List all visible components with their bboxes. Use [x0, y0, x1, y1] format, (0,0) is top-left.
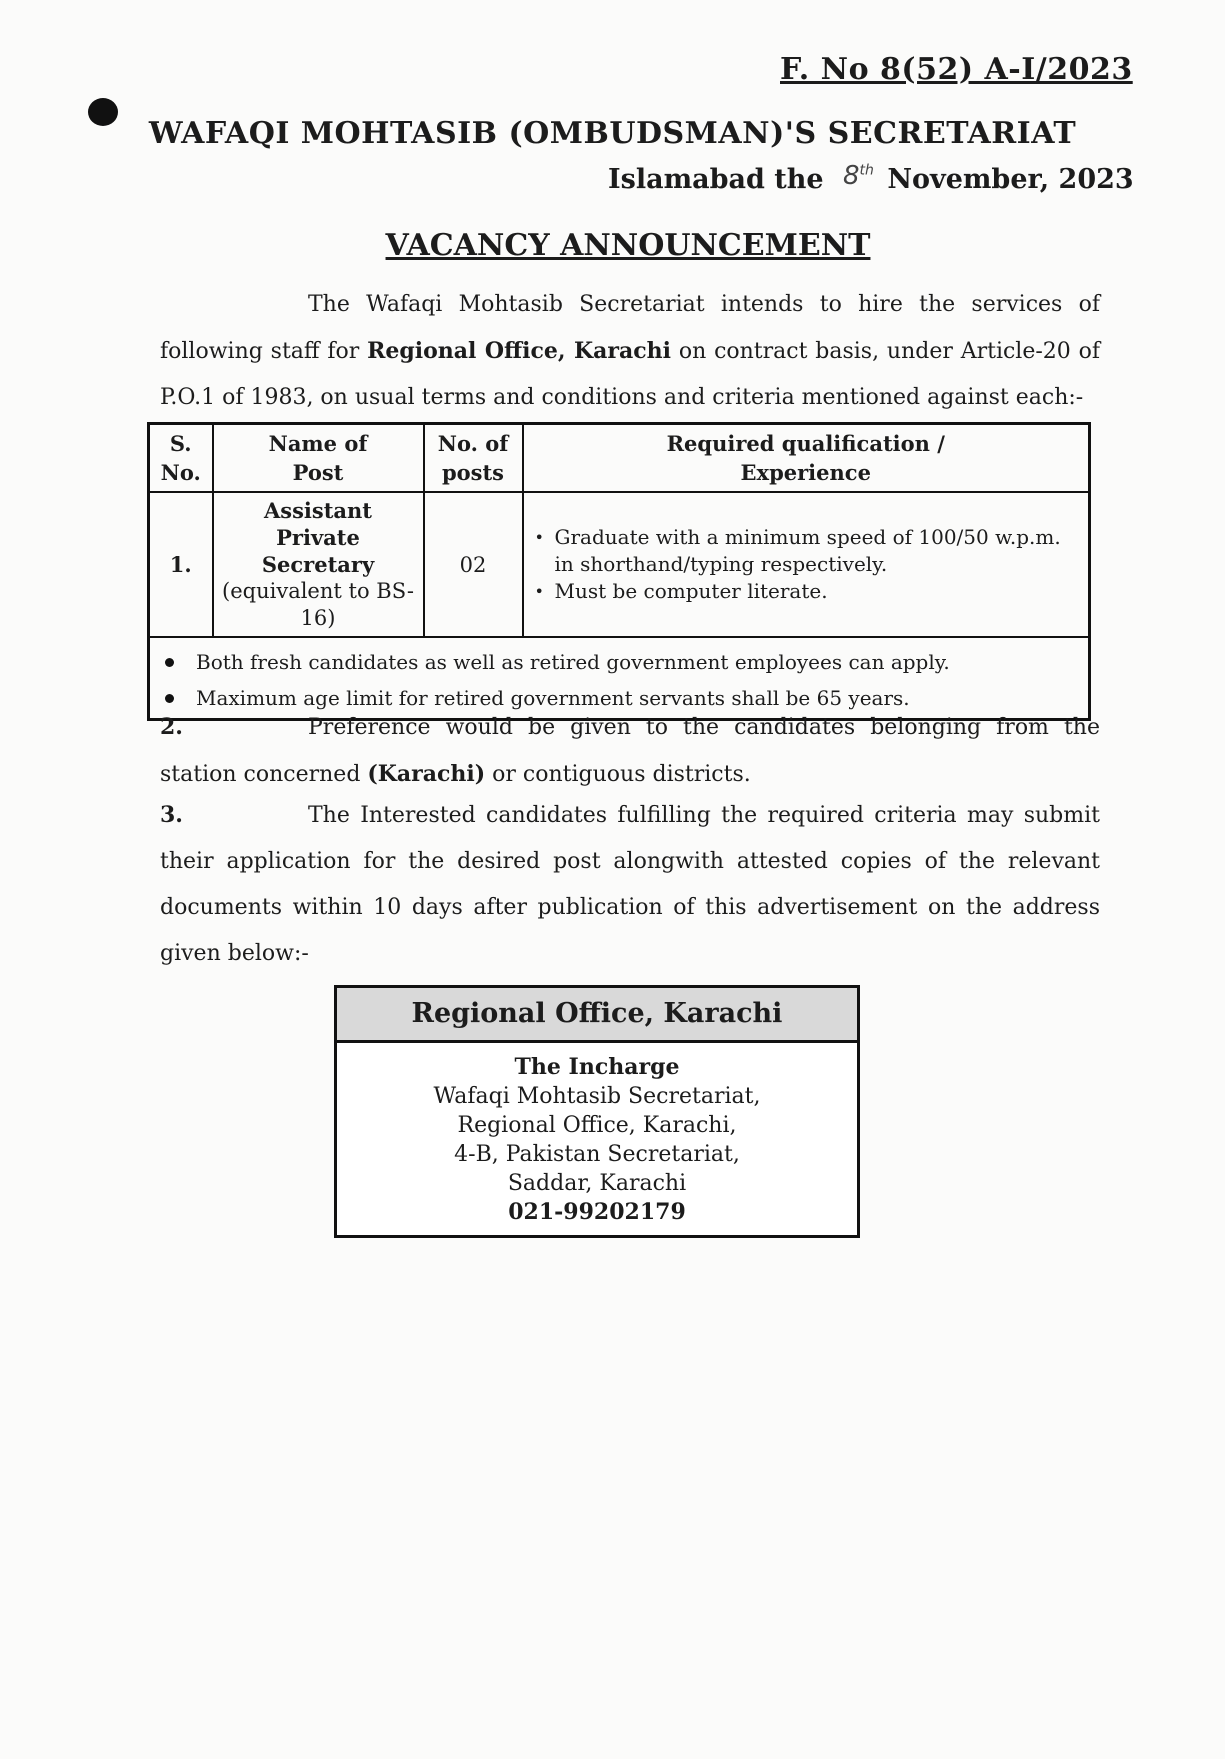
address-title: The Incharge: [514, 1054, 680, 1080]
vacancy-table: [147, 422, 1091, 721]
day-suffix: th: [859, 162, 874, 179]
list-item: Maximum age limit for retired government servants shall be 65 years.: [196, 680, 1080, 716]
handwritten-day: [843, 161, 874, 191]
day-number: 8: [842, 161, 860, 191]
address-line: 4-B, Pakistan Secretariat,: [454, 1142, 740, 1167]
cell-sno: 1.: [149, 492, 213, 637]
dateline-prefix: Islamabad the: [608, 164, 824, 195]
page-heading: VACANCY ANNOUNCEMENT: [385, 228, 871, 263]
intro-text-1: The Wafaqi Mohtasib Secretariat intends to hire the services of following staff for: [160, 292, 1100, 364]
post-title: Assistant Private Secretary: [261, 498, 375, 577]
address-box-body: [337, 1043, 857, 1235]
address-line: Regional Office, Karachi,: [457, 1113, 737, 1138]
qualification-list: [525, 524, 1088, 605]
address-phone: 021-99202179: [508, 1199, 686, 1225]
post-grade-note: (equivalent to BS-16): [222, 579, 414, 630]
paragraph-number: 3.: [160, 802, 183, 828]
address-box-heading: Regional Office, Karachi: [337, 988, 857, 1043]
header-qualification: Required qualification / Experience: [523, 424, 1090, 493]
organization-title: WAFAQI MOHTASIB (OMBUDSMAN)'S SECRETARIAT: [148, 116, 1077, 151]
cell-qualifications: [523, 492, 1090, 637]
intro-bold-office: Regional Office, Karachi: [367, 338, 671, 364]
file-number: F. No 8(52) A-I/2023: [780, 52, 1133, 87]
header-sno: S. No.: [149, 424, 213, 493]
cell-post-name: [213, 492, 424, 637]
list-item: • Must be computer literate.: [555, 578, 1088, 605]
header-no-of-posts: No. of posts: [424, 424, 523, 493]
table-header-row: [149, 424, 1090, 493]
address-box: [334, 985, 860, 1238]
para2-bold-station: (Karachi): [367, 761, 486, 787]
intro-text-2: on contract basis, under Article-20 of P.O.1 of 1983, on usual terms and conditions and criteria mentioned against each:-: [160, 339, 1100, 410]
header-post-name: Name of Post: [213, 424, 424, 493]
dateline-month-year: November, 2023: [887, 164, 1134, 195]
list-item: • Graduate with a minimum speed of 100/50 w.p.m. in shorthand/typing respectively.: [555, 524, 1088, 578]
para2-text-1: Preference would be given to the candidates belonging from the station concerned: [160, 715, 1100, 787]
list-item: Both fresh candidates as well as retired government employees can apply.: [196, 644, 1080, 680]
dateline: [608, 161, 1134, 195]
paragraph-2: [160, 704, 1100, 798]
address-line: Wafaqi Mohtasib Secretariat,: [433, 1084, 761, 1109]
cell-no-of-posts: 02: [424, 492, 523, 637]
paragraph-number: 2.: [160, 714, 183, 740]
intro-paragraph: [160, 282, 1100, 421]
table-row: [149, 492, 1090, 637]
para3-text: The Interested candidates fulfilling the required criteria may submit their application for the desired post alongwith attested copies of the relevant documents within 10 days after publication of this advertisement on the address given below:-: [160, 803, 1100, 966]
para2-text-2: or contiguous districts.: [485, 762, 751, 787]
address-line: Saddar, Karachi: [507, 1171, 687, 1196]
paragraph-3: [160, 792, 1100, 977]
